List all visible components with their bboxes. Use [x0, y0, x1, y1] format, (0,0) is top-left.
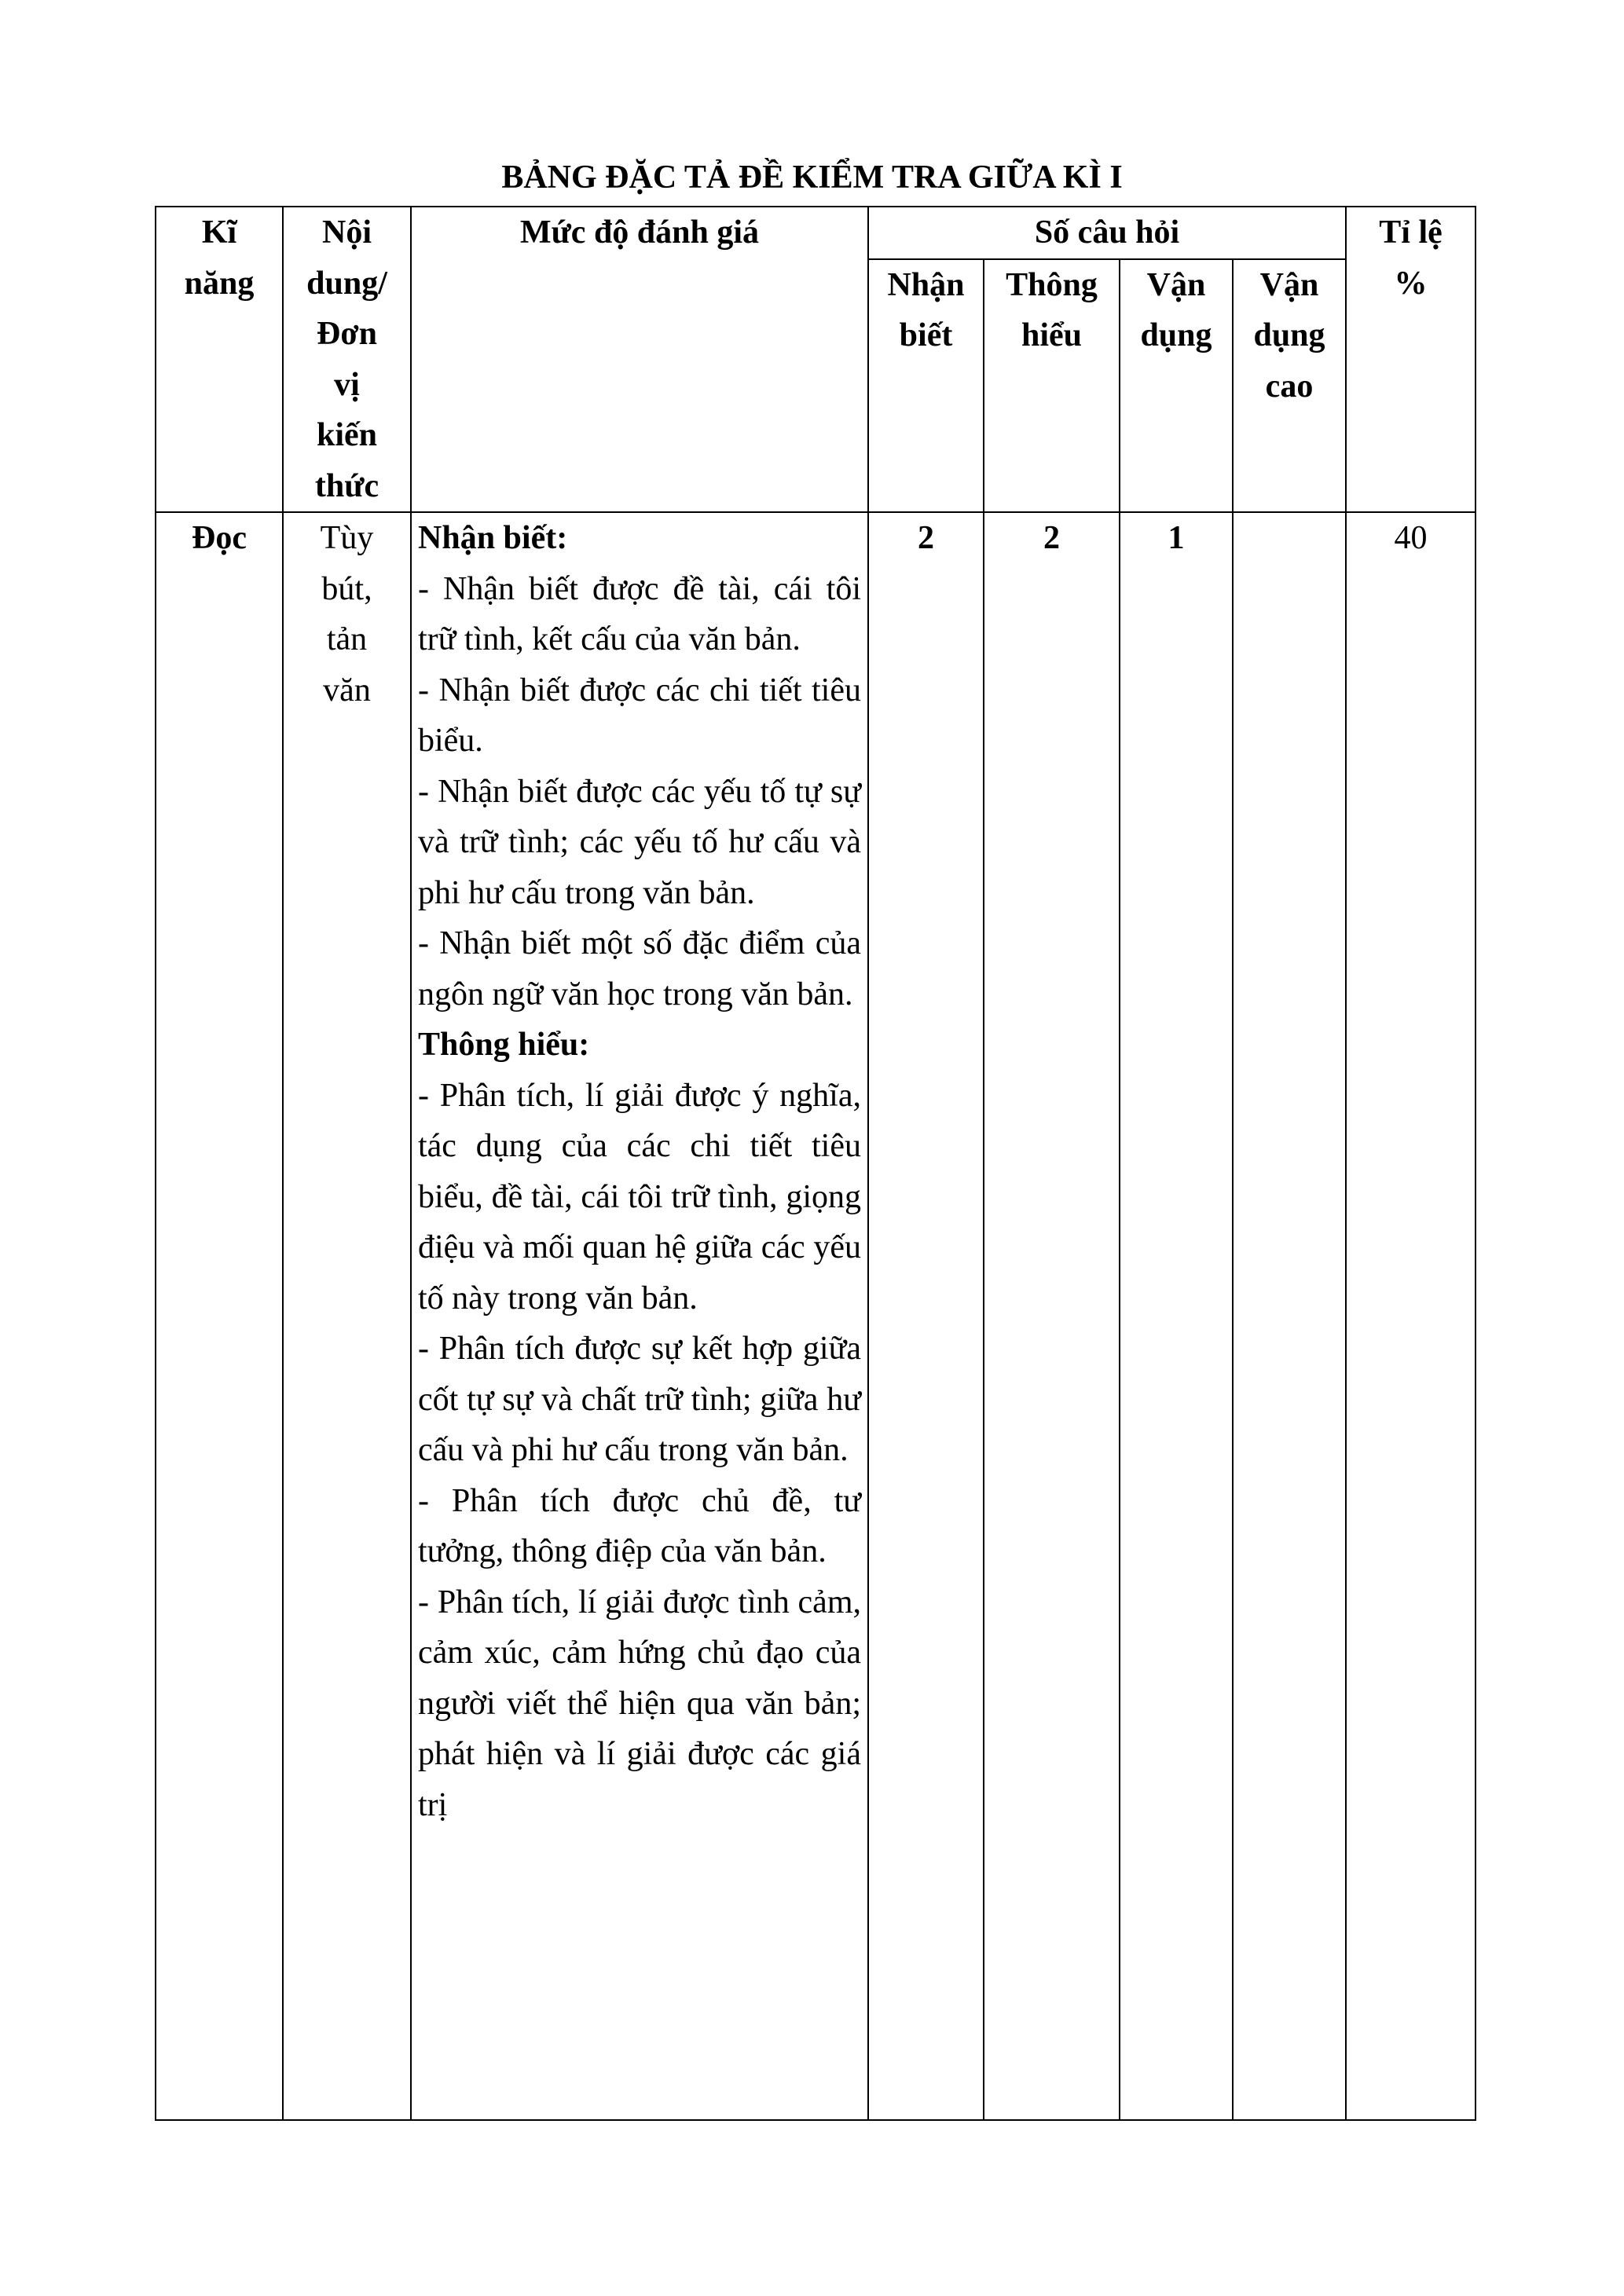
- heading-nhan-biet: Nhận biết:: [418, 520, 568, 556]
- thong-hieu-item: - Phân tích được sự kết hợp giữa cốt tự sự và chất trữ tình; giữa hư cấu và phi hư cấu trong văn bản.: [418, 1331, 861, 1468]
- cell-thong-hieu: 2: [984, 512, 1120, 2120]
- nhan-biet-item: - Nhận biết một số đặc điểm của ngôn ngữ văn học trong văn bản.: [418, 925, 861, 1013]
- cell-van-dung: 1: [1120, 512, 1233, 2120]
- nhan-biet-item: - Nhận biết được các yếu tố tự sự và trữ tình; các yếu tố hư cấu và phi hư cấu trong văn bản.: [418, 773, 861, 911]
- cell-noi-dung: Tùy bút, tản văn: [283, 512, 411, 2120]
- header-row-top: [156, 207, 1476, 259]
- header-nhan-biet: Nhận biết: [868, 259, 984, 512]
- header-van-dung-cao: Vận dụng cao: [1233, 259, 1346, 512]
- thong-hieu-item: - Phân tích, lí giải được tình cảm, cảm xúc, cảm hứng chủ đạo của người viết thể hiện qua văn bản; phát hiện và lí giải được các giá trị: [418, 1584, 861, 1823]
- header-van-dung: Vận dụng: [1120, 259, 1233, 512]
- cell-ki-nang: Đọc: [156, 512, 283, 2120]
- heading-thong-hieu: Thông hiểu:: [418, 1027, 590, 1063]
- cell-muc-do: [411, 512, 868, 2120]
- table-row: [156, 512, 1476, 2120]
- thong-hieu-item: - Phân tích được chủ đề, tư tưởng, thông điệp của văn bản.: [418, 1482, 861, 1569]
- header-thong-hieu: Thông hiểu: [984, 259, 1120, 512]
- thong-hieu-item: - Phân tích, lí giải được ý nghĩa, tác dụng của các chi tiết tiêu biểu, đề tài, cái tôi trữ tình, giọng điệu và mối quan hệ giữa các yếu tố này trong văn bản.: [418, 1077, 861, 1316]
- page-title: BẢNG ĐẶC TẢ ĐỀ KIỂM TRA GIỮA KÌ I: [501, 159, 1123, 196]
- header-muc-do: Mức độ đánh giá: [411, 207, 868, 512]
- header-ki-nang: Kĩ năng: [156, 207, 283, 512]
- cell-van-dung-cao: [1233, 512, 1346, 2120]
- header-so-cau-hoi: Số câu hỏi: [868, 207, 1346, 259]
- header-ti-le: Tỉ lệ %: [1346, 207, 1476, 512]
- specification-table: [155, 206, 1476, 2121]
- nhan-biet-item: - Nhận biết được các chi tiết tiêu biểu.: [418, 672, 861, 759]
- cell-ti-le: 40: [1346, 512, 1476, 2120]
- cell-nhan-biet: 2: [868, 512, 984, 2120]
- nhan-biet-item: - Nhận biết được đề tài, cái tôi trữ tình, kết cấu của văn bản.: [418, 570, 861, 657]
- header-noi-dung: Nội dung/ Đơn vị kiến thức: [283, 207, 411, 512]
